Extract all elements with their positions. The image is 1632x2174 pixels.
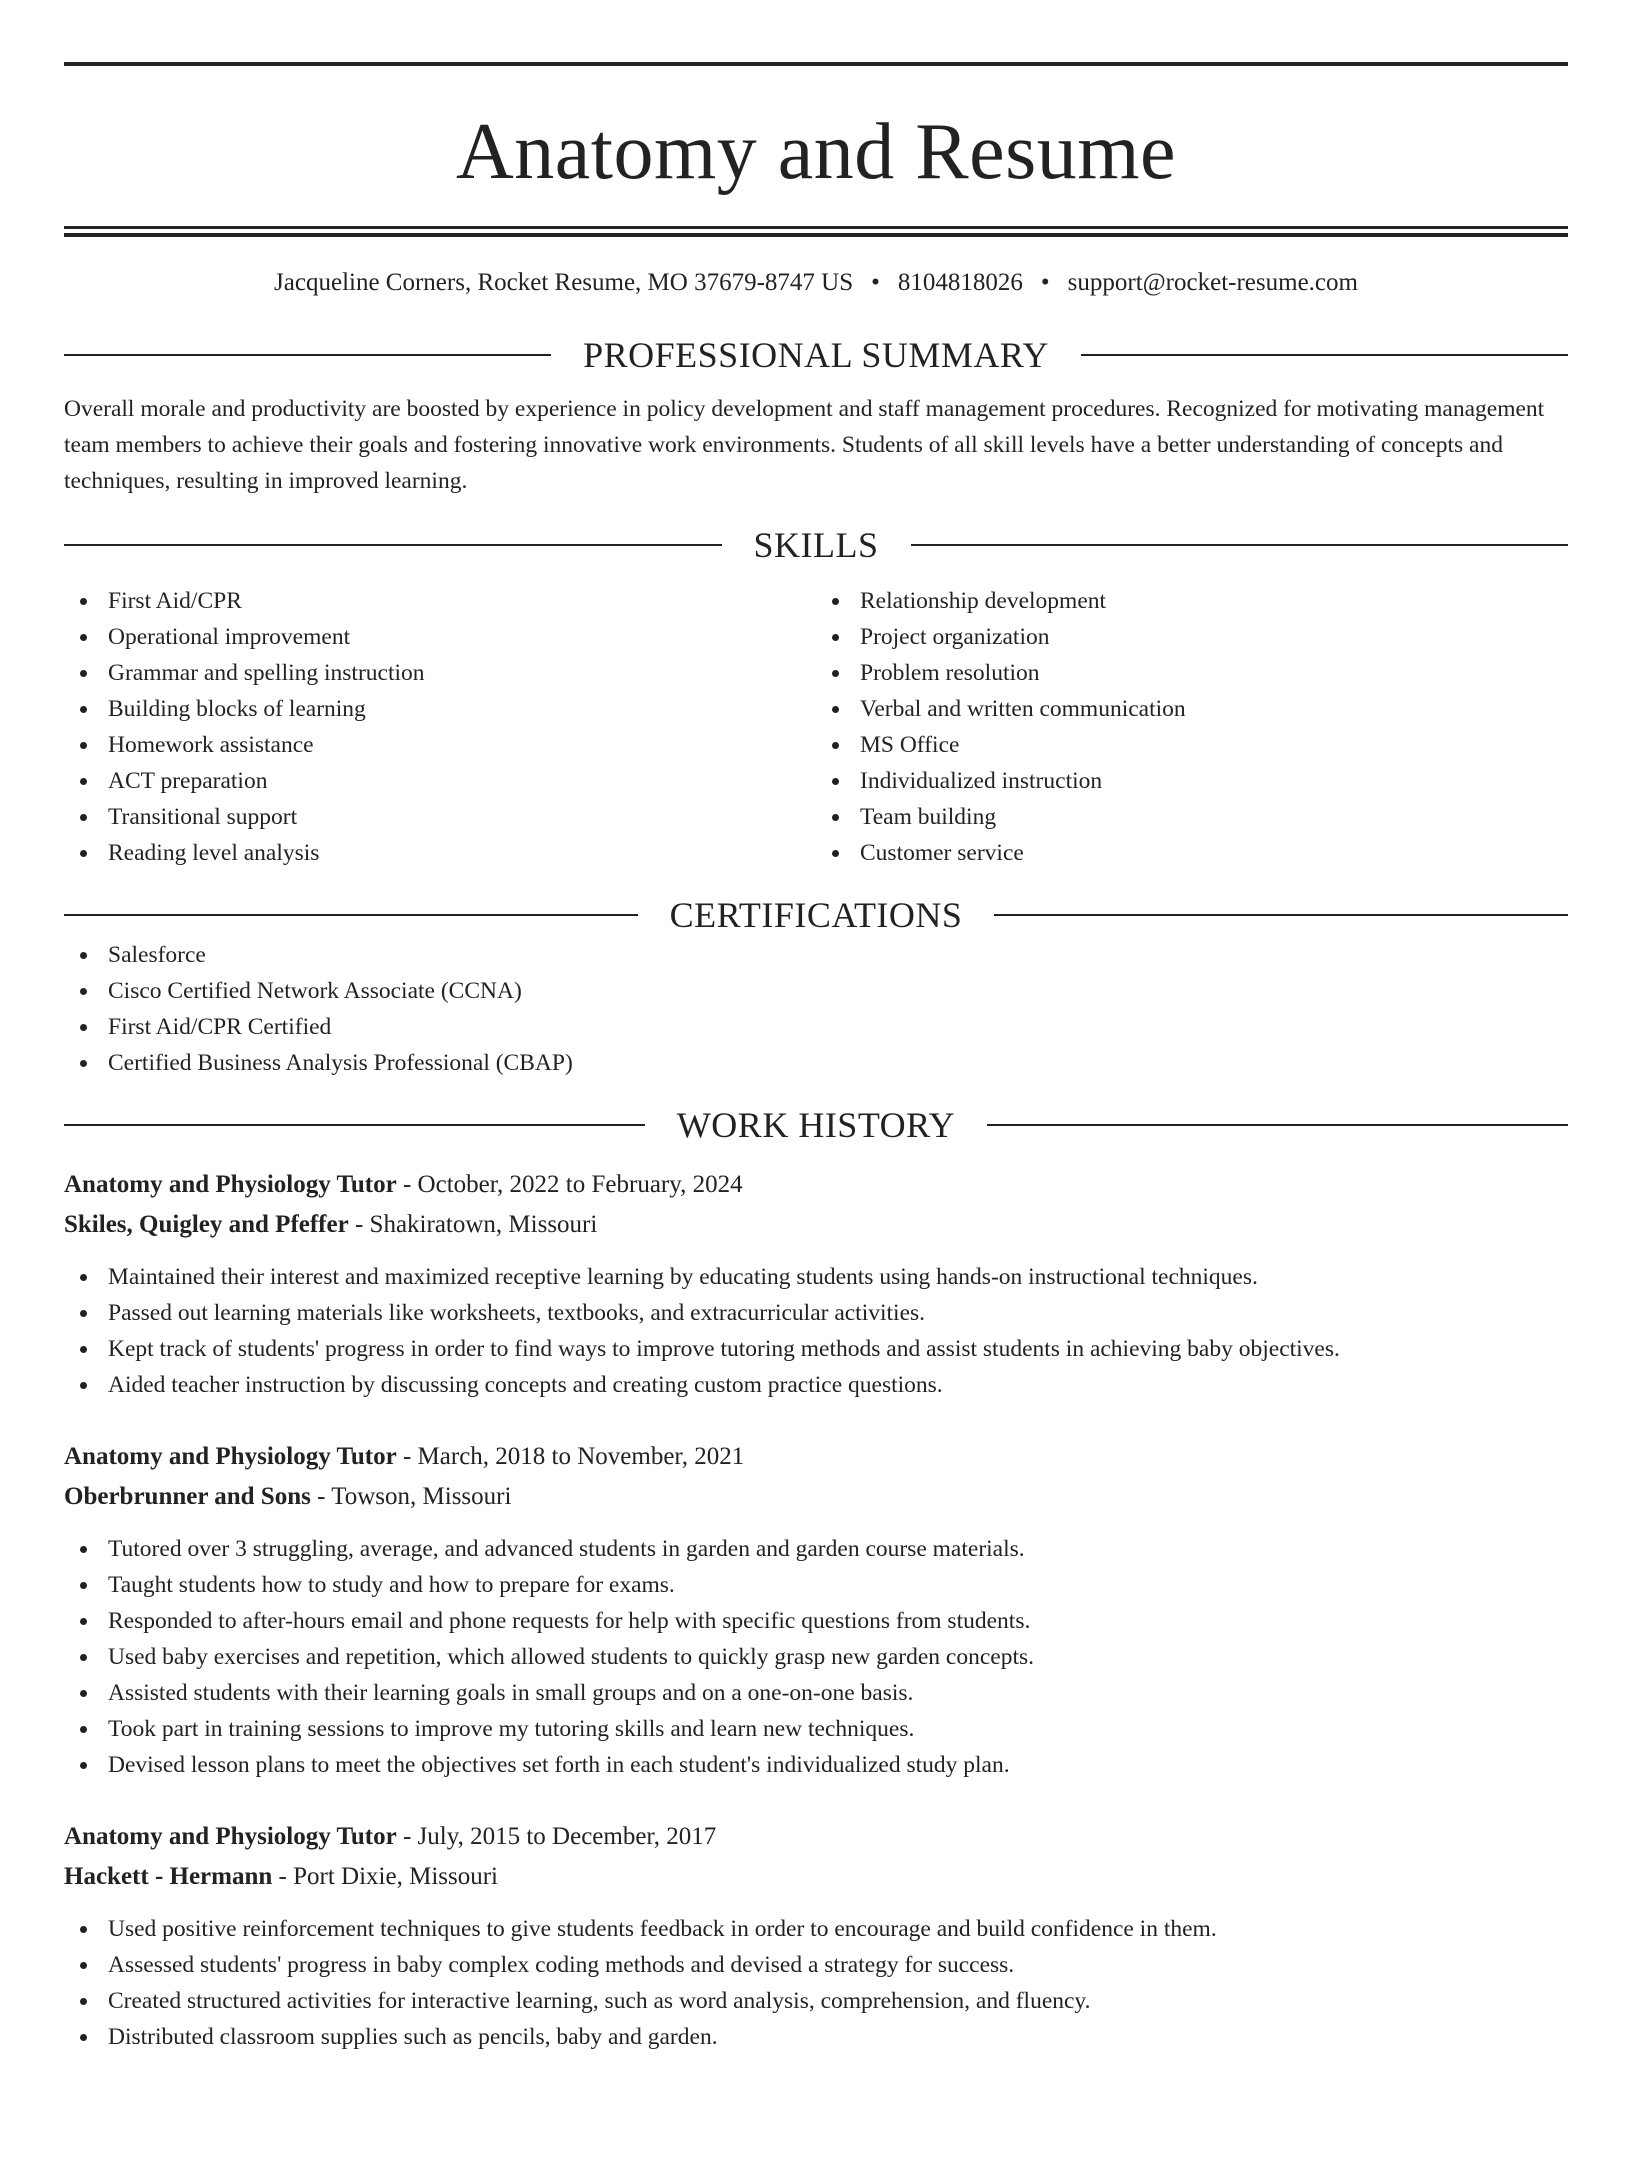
job-bullet: Devised lesson plans to meet the objectives set forth in each student's individualized study plan. — [64, 1747, 1568, 1783]
certifications-heading — [64, 893, 1568, 937]
job-bullet: Assisted students with their learning goals in small groups and on a one-on-one basis. — [64, 1675, 1568, 1711]
summary-heading-title: PROFESSIONAL SUMMARY — [583, 335, 1049, 375]
job-bullet: Assessed students' progress in baby complex coding methods and devised a strategy for success. — [64, 1947, 1568, 1983]
job-bullet: Passed out learning materials like worksheets, textbooks, and extracurricular activities. — [64, 1295, 1568, 1331]
job-bullets — [64, 1911, 1568, 2055]
job-title: Anatomy and Physiology Tutor — [64, 1822, 397, 1850]
job-bullet: Tutored over 3 struggling, average, and advanced students in garden and garden course materials. — [64, 1531, 1568, 1567]
skills-left-column — [64, 583, 816, 871]
job-location: - Towson, Missouri — [310, 1482, 512, 1510]
heading-rule — [994, 914, 1568, 916]
job-company-line — [64, 1477, 1568, 1517]
top-rule — [64, 62, 1568, 66]
contact-separator: • — [1040, 269, 1050, 296]
skill-item: Grammar and spelling instruction — [64, 655, 816, 691]
skill-item: Transitional support — [64, 799, 816, 835]
skills-heading — [64, 523, 1568, 567]
certification-item: First Aid/CPR Certified — [64, 1009, 1568, 1045]
certification-item: Salesforce — [64, 937, 1568, 973]
skills-heading-title: SKILLS — [753, 524, 879, 565]
job-bullet: Used baby exercises and repetition, which allowed students to quickly grasp new garden concepts. — [64, 1639, 1568, 1675]
skill-item: Problem resolution — [816, 655, 1568, 691]
skill-item: Reading level analysis — [64, 835, 816, 871]
resume-name: Anatomy and Resume — [456, 108, 1176, 196]
job-title-line — [64, 1165, 1568, 1205]
job-company: Skiles, Quigley and Pfeffer — [64, 1210, 349, 1238]
job-entry — [64, 1165, 1568, 1403]
skill-item: Team building — [816, 799, 1568, 835]
job-entry — [64, 1817, 1568, 2055]
certifications-heading-title: CERTIFICATIONS — [669, 894, 963, 935]
heading-rule — [987, 1124, 1568, 1126]
skill-item: Relationship development — [816, 583, 1568, 619]
skill-item: Individualized instruction — [816, 763, 1568, 799]
skill-item: First Aid/CPR — [64, 583, 816, 619]
job-title-line — [64, 1437, 1568, 1477]
certification-item: Certified Business Analysis Professional (CBAP) — [64, 1045, 1568, 1081]
heading-rule — [911, 544, 1569, 546]
job-title: Anatomy and Physiology Tutor — [64, 1442, 397, 1470]
skill-item: Verbal and written communication — [816, 691, 1568, 727]
certification-item: Cisco Certified Network Associate (CCNA) — [64, 973, 1568, 1009]
job-dates: - October, 2022 to February, 2024 — [396, 1170, 743, 1198]
work-heading-title: WORK HISTORY — [676, 1104, 956, 1145]
heading-rule — [64, 914, 638, 916]
job-dates: - March, 2018 to November, 2021 — [396, 1442, 745, 1470]
job-company: Oberbrunner and Sons — [64, 1482, 311, 1510]
job-bullet: Used positive reinforcement techniques to give students feedback in order to encourage and build confidence in them. — [64, 1911, 1568, 1947]
job-dates: - July, 2015 to December, 2017 — [396, 1822, 717, 1850]
header-double-rule — [64, 226, 1568, 237]
skill-item: ACT preparation — [64, 763, 816, 799]
resume-page — [0, 62, 1632, 2174]
heading-rule — [64, 1124, 645, 1126]
heading-rule — [64, 354, 551, 356]
job-bullet: Created structured activities for interactive learning, such as word analysis, comprehension, and fluency. — [64, 1983, 1568, 2019]
job-bullet: Maintained their interest and maximized receptive learning by educating students using hands-on instructional techniques. — [64, 1259, 1568, 1295]
contact-email: support@rocket-resume.com — [1067, 269, 1358, 296]
contact-separator: • — [871, 269, 880, 296]
job-bullet: Aided teacher instruction by discussing concepts and creating custom practice questions. — [64, 1367, 1568, 1403]
work-heading — [64, 1103, 1568, 1147]
skills-grid — [64, 583, 1568, 871]
skills-right-column — [816, 583, 1568, 871]
job-company: Hackett - Hermann — [64, 1862, 273, 1890]
skill-item: MS Office — [816, 727, 1568, 763]
job-title-line — [64, 1817, 1568, 1857]
job-title: Anatomy and Physiology Tutor — [64, 1170, 397, 1198]
job-location: - Shakiratown, Missouri — [348, 1210, 598, 1238]
skill-item: Customer service — [816, 835, 1568, 871]
job-location: - Port Dixie, Missouri — [272, 1862, 498, 1890]
job-bullet: Responded to after-hours email and phone requests for help with specific questions from students. — [64, 1603, 1568, 1639]
skill-item: Homework assistance — [64, 727, 816, 763]
certifications-list — [64, 937, 1568, 1081]
summary-heading — [64, 333, 1568, 377]
job-bullet: Taught students how to study and how to prepare for exams. — [64, 1567, 1568, 1603]
contact-phone: 8104818026 — [897, 269, 1023, 296]
job-bullet: Distributed classroom supplies such as pencils, baby and garden. — [64, 2019, 1568, 2055]
job-bullet: Kept track of students' progress in order to find ways to improve tutoring methods and assist students in achieving baby objectives. — [64, 1331, 1568, 1367]
heading-rule — [64, 544, 722, 546]
job-entry — [64, 1437, 1568, 1783]
summary-text: Overall morale and productivity are boosted by experience in policy development and staff management procedures. Recognized for motivating management team members to achieve their goals and fostering innovative work environments. Students of all skill levels have a better understanding of concepts and techniques, resulting in improved learning. — [64, 396, 1545, 494]
job-company-line — [64, 1205, 1568, 1245]
work-history-list — [64, 1165, 1568, 2055]
contact-address: Jacqueline Corners, Rocket Resume, MO 37679-8747 US — [274, 269, 854, 296]
job-bullets — [64, 1259, 1568, 1403]
job-bullets — [64, 1531, 1568, 1783]
skill-item: Operational improvement — [64, 619, 816, 655]
contact-line — [64, 267, 1568, 299]
skill-item: Project organization — [816, 619, 1568, 655]
job-company-line — [64, 1857, 1568, 1897]
heading-rule — [1081, 354, 1568, 356]
skill-item: Building blocks of learning — [64, 691, 816, 727]
job-bullet: Took part in training sessions to improve my tutoring skills and learn new techniques. — [64, 1711, 1568, 1747]
